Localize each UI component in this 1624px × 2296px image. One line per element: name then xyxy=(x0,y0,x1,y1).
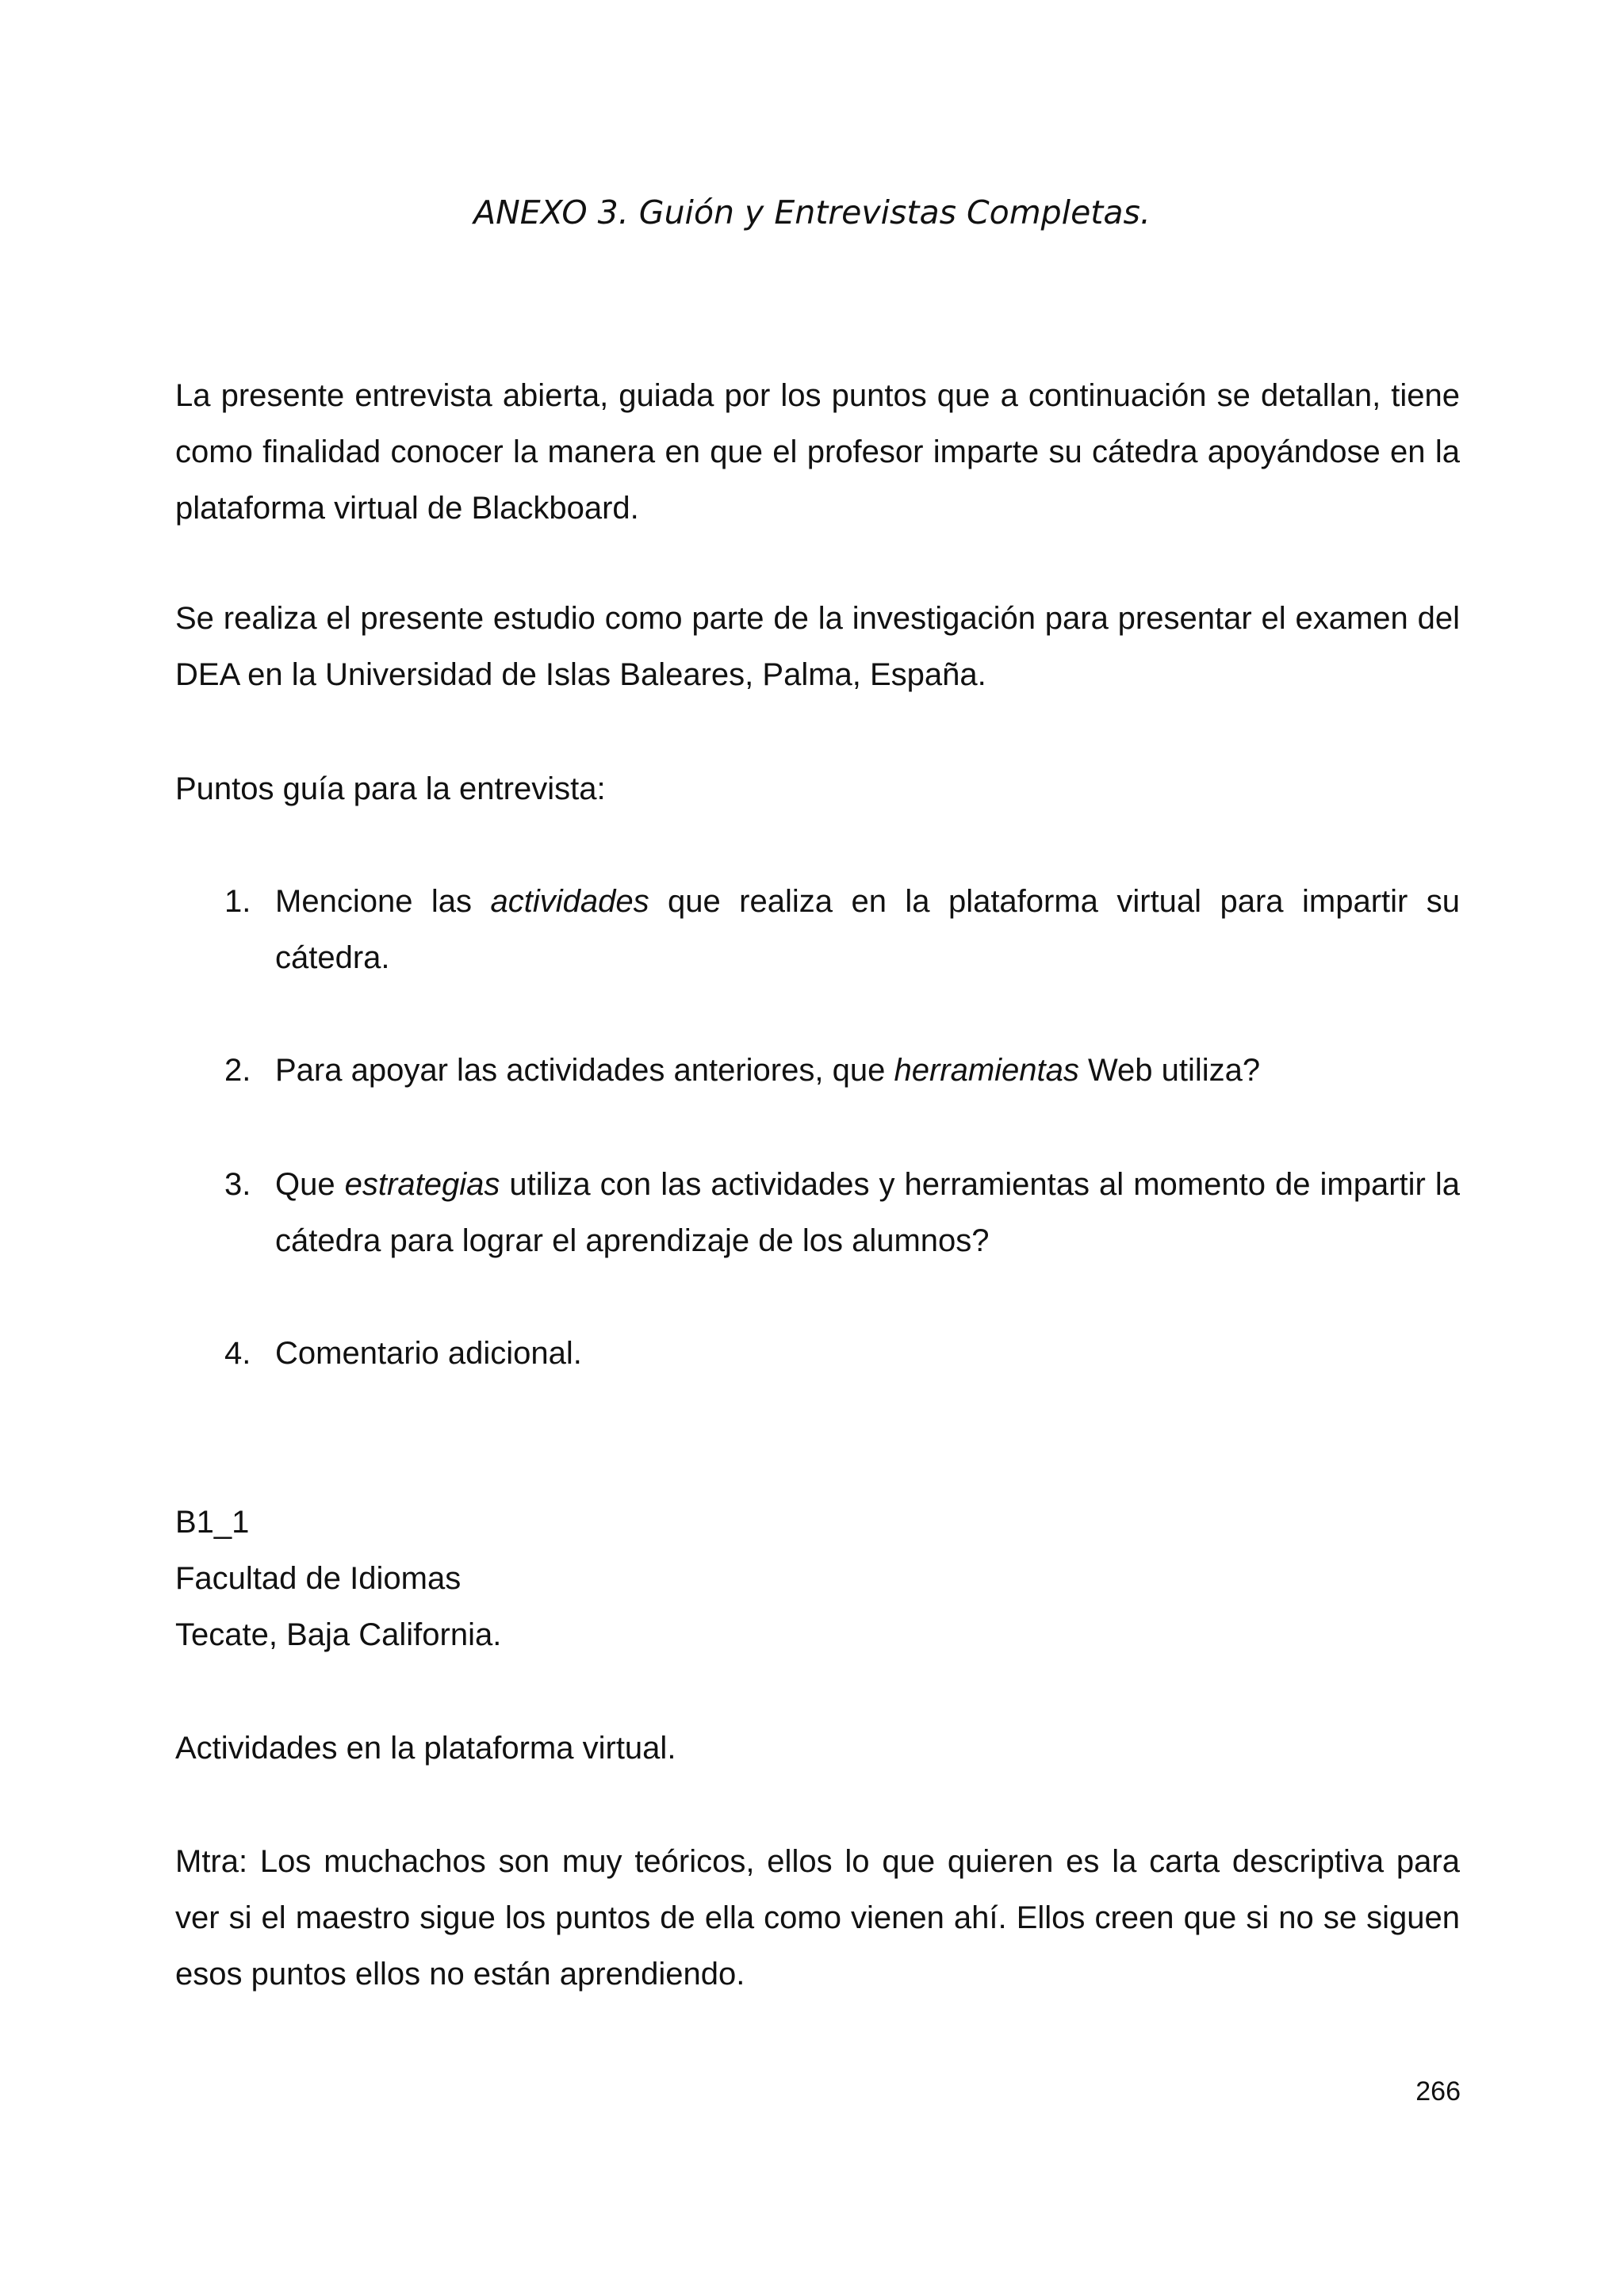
interview-code: B1_1 xyxy=(175,1505,250,1540)
guide-point-text-end: Web utiliza? xyxy=(1078,1053,1261,1088)
guide-point-text-start: Para apoyar las actividades anteriores, que xyxy=(275,1053,894,1088)
guide-point-number: 2. xyxy=(224,1053,251,1088)
guide-point-number: 1. xyxy=(224,884,251,919)
guide-point-4 xyxy=(175,1326,1460,1382)
interview-location: Tecate, Baja California. xyxy=(175,1617,502,1652)
guide-point-2 xyxy=(175,1043,1460,1099)
guide-point-text-start: Que xyxy=(275,1167,345,1202)
guide-point-number: 4. xyxy=(224,1336,251,1371)
section-heading: Actividades en la plataforma virtual. xyxy=(175,1731,676,1766)
interview-answer: Mtra: Los muchachos son muy teóricos, ellos lo que quieren es la carta descriptiva para ver si el maestro sigue los puntos de ella como vienen ahí. Ellos creen que si no se siguen esos puntos ellos no están aprendiendo. xyxy=(175,1844,1460,1992)
guide-point-emphasis: estrategias xyxy=(344,1167,500,1202)
guide-point-emphasis: herramientas xyxy=(894,1053,1079,1088)
interview-header xyxy=(175,1494,1460,1663)
intro-paragraph-2: Se realiza el presente estudio como parte de la investigación para presentar el examen del DEA en la Universidad de Islas Baleares, Palma, España. xyxy=(175,601,1460,692)
guide-point-text xyxy=(275,1043,1460,1099)
interview-faculty: Facultad de Idiomas xyxy=(175,1561,462,1596)
guide-point-text xyxy=(275,1157,1460,1269)
guide-point-text xyxy=(275,874,1460,986)
guide-point-text-start: Comentario adicional. xyxy=(275,1336,582,1371)
guide-point-text-end: utiliza con las actividades y herramientas al momento de impartir la cátedra para lograr el aprendizaje de los alumnos? xyxy=(275,1167,1461,1258)
guide-point-1 xyxy=(175,874,1460,986)
guide-point-text xyxy=(275,1326,1460,1382)
guide-point-number: 3. xyxy=(224,1167,251,1202)
page-number: 266 xyxy=(1415,2076,1461,2107)
guide-heading: Puntos guía para la entrevista: xyxy=(175,771,606,806)
guide-point-text-start: Mencione las xyxy=(275,884,491,919)
annex-title: ANEXO 3. Guión y Entrevistas Completas. xyxy=(473,193,1151,232)
guide-point-emphasis: actividades xyxy=(490,884,649,919)
guide-point-3 xyxy=(175,1157,1460,1269)
intro-paragraph-1: La presente entrevista abierta, guiada por los puntos que a continuación se detallan, tiene como finalidad conocer la manera en que el profesor imparte su cátedra apoyándose en la plataforma virtual de Blackboard. xyxy=(175,378,1460,526)
guide-point-text-end: que realiza en la plataforma virtual para impartir su cátedra. xyxy=(275,884,1461,975)
